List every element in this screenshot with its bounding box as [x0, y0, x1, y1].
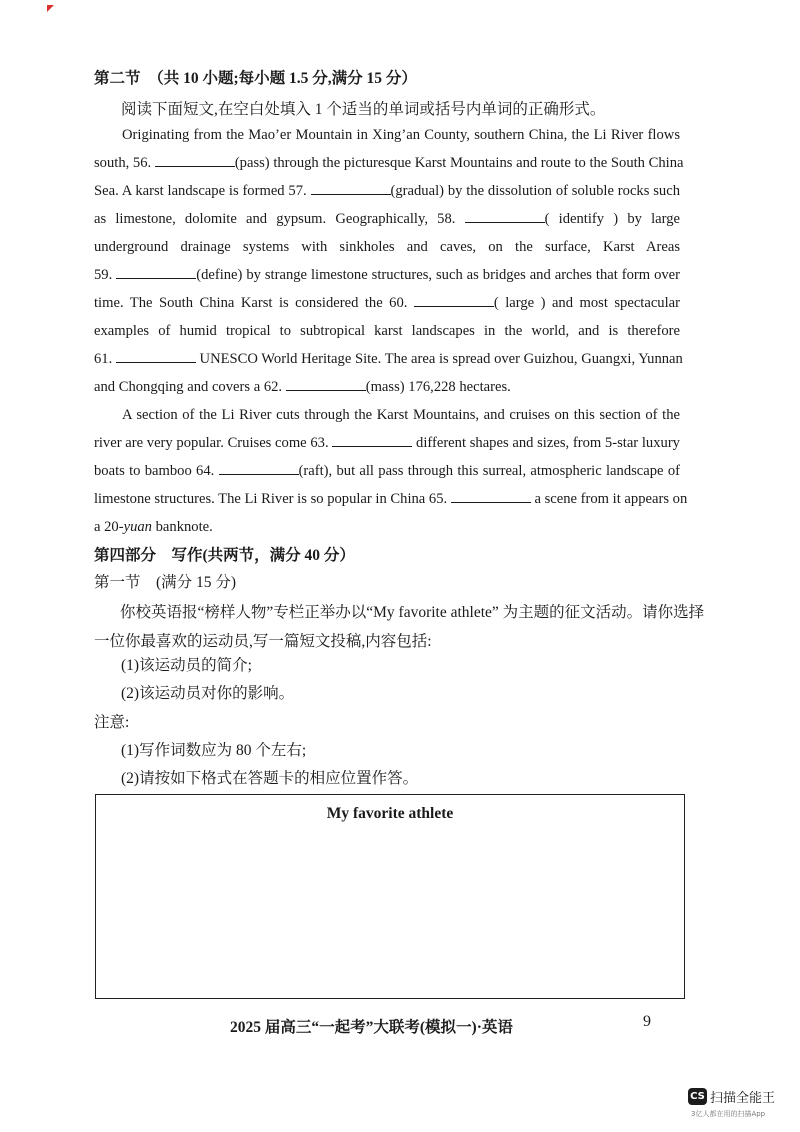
exam-title-footer: 2025 届高三“一起考”大联考(模拟一)·英语 — [230, 1019, 513, 1036]
passage-line — [94, 373, 680, 401]
passage-line — [94, 149, 684, 177]
passage-line — [94, 205, 680, 233]
passage-text: time. The South China Karst is considered the 60. — [94, 295, 414, 311]
fill-in-blank[interactable] — [465, 208, 545, 223]
passage-line — [94, 121, 680, 149]
passage-text: examples of humid tropical to subtropical karst landscapes in the world, and is therefore — [94, 323, 680, 339]
passage-line — [94, 345, 683, 373]
passage-text: as limestone, dolomite and gypsum. Geographically, 58. — [94, 211, 465, 227]
passage-text: Sea. A karst landscape is formed 57. — [94, 183, 311, 199]
passage-text: boats to bamboo 64. — [94, 463, 219, 479]
passage-text: (define) by strange limestone structures, such as bridges and arches that form over — [196, 267, 681, 283]
passage-text: (gradual) by the dissolution of soluble rocks such — [390, 183, 680, 199]
passage-text: Originating from the Mao’er Mountain in Xing’an County, southern China, the Li River flows — [122, 127, 680, 143]
passage-text: limestone structures. The Li River is so popular in China 65. — [94, 491, 451, 507]
fill-in-blank[interactable] — [155, 152, 235, 167]
section-heading: 第二节 （共 10 小题;每小题 1.5 分,满分 15 分） — [94, 70, 417, 87]
subsection-heading: 第一节 (满分 15 分) — [94, 574, 237, 591]
fill-in-blank[interactable] — [116, 348, 196, 363]
note-heading: 注意: — [94, 714, 130, 731]
passage-text: different shapes and sizes, from 5-star luxury — [412, 435, 680, 451]
page-number: 9 — [643, 1013, 651, 1030]
passage-line — [94, 457, 680, 485]
fill-in-blank[interactable] — [451, 488, 531, 503]
passage-line — [94, 177, 680, 205]
passage-text: (pass) through the picturesque Karst Mountains and route to the South China — [234, 155, 684, 171]
section-instruction: 阅读下面短文,在空白处填入 1 个适当的单词或括号内单词的正确形式。 — [121, 101, 606, 118]
passage-line — [94, 261, 680, 289]
fill-in-blank[interactable] — [219, 460, 299, 475]
fill-in-blank[interactable] — [311, 180, 391, 195]
note-item-2: (2)请按如下格式在答题卡的相应位置作答。 — [121, 770, 419, 787]
reading-passage — [94, 121, 688, 541]
scanner-watermark — [688, 1088, 796, 1128]
passage-text: underground drainage systems with sinkholes and caves, on the surface, Karst Areas — [94, 239, 680, 255]
content-item-2: (2)该运动员对你的影响。 — [121, 685, 295, 702]
content-item-1: (1)该运动员的简介; — [121, 657, 252, 674]
fill-in-blank[interactable] — [332, 432, 412, 447]
passage-line — [94, 233, 680, 261]
passage-paragraph-1 — [94, 121, 684, 401]
passage-text: south, 56. — [94, 155, 155, 171]
passage-text: river are very popular. Cruises come 63. — [94, 435, 333, 451]
passage-text: ( identify ) by large — [544, 211, 681, 227]
scanner-tagline: 3亿人都在用的扫描App — [691, 1110, 766, 1118]
passage-line — [94, 429, 680, 457]
fill-in-blank[interactable] — [116, 264, 196, 279]
passage-line — [94, 513, 680, 541]
fill-in-blank[interactable] — [414, 292, 494, 307]
passage-text: A section of the Li River cuts through the Karst Mountains, and cruises on this section of the — [122, 407, 680, 423]
passage-text: 61. — [94, 351, 116, 367]
prompt-line-2: 一位你最喜欢的运动员,写一篇短文投稿,内容包括: — [94, 633, 432, 650]
passage-text: a 20- — [94, 519, 124, 535]
camscanner-logo-icon: CS — [688, 1088, 707, 1105]
fill-in-blank[interactable] — [286, 376, 366, 391]
passage-text: a scene from it appears on — [530, 491, 688, 507]
passage-line — [94, 485, 688, 513]
answer-box-title: My favorite athlete — [326, 805, 454, 822]
passage-line — [94, 317, 680, 345]
passage-text: ( large ) and most spectacular — [493, 295, 680, 311]
passage-text: banknote. — [151, 519, 213, 535]
passage-line — [94, 401, 680, 429]
scanner-app-name: 扫描全能王 — [710, 1091, 776, 1106]
corner-mark — [47, 5, 54, 12]
passage-text: UNESCO World Heritage Site. The area is spread over Guizhou, Guangxi, Yunnan — [195, 351, 683, 367]
passage-text: 59. — [94, 267, 117, 283]
part-heading: 第四部分 写作(共两节，满分 40 分） — [94, 547, 355, 564]
passage-line — [94, 289, 680, 317]
writing-prompt — [94, 598, 705, 656]
answer-box[interactable] — [95, 794, 685, 999]
passage-text: and Chongqing and covers a 62. — [94, 379, 286, 395]
passage-paragraph-2 — [94, 401, 688, 541]
prompt-line-1: 你校英语报“榜样人物”专栏正举办以“My favorite athlete” 为主题的征文活动。请你选择 — [120, 604, 705, 621]
passage-text: (raft), but all pass through this surreal, atmospheric landscape of — [298, 463, 680, 479]
note-item-1: (1)写作词数应为 80 个左右; — [121, 742, 307, 759]
passage-text: (mass) 176,228 hectares. — [365, 379, 511, 395]
passage-italic-text: yuan — [123, 519, 152, 535]
